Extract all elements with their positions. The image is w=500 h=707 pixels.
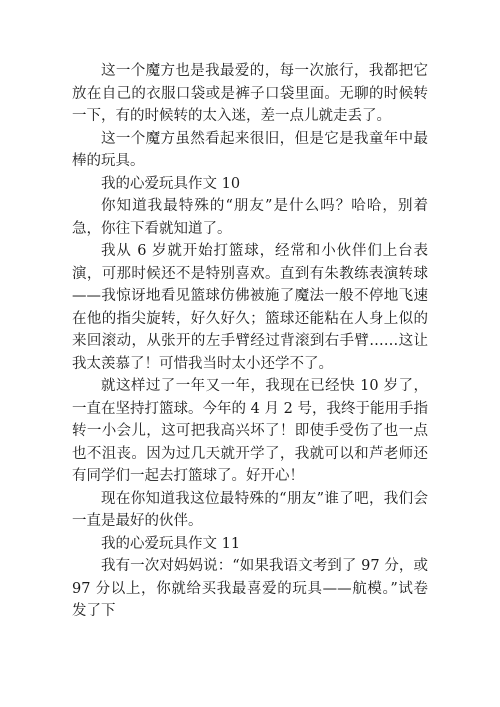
document-body (72, 60, 428, 623)
section-heading: 我的心爱玩具作文 11 (101, 535, 241, 552)
paragraph: 你知道我最特殊的“朋友”是什么吗？哈哈，别着急，你往下看就知道了。 (72, 198, 428, 237)
paragraph: 现在你知道我这位最特殊的“朋友”谁了吧，我们会一直是最好的伙伴。 (72, 490, 428, 529)
paragraph: 这一个魔方虽然看起来很旧，但是它是我童年中最棒的玩具。 (72, 130, 428, 169)
paragraph: 就这样过了一年又一年，我现在已经快 10 岁了，一直在坚持打篮球。今年的 4 月 2 号，我终于能用手指转一小会儿，这可把我高兴坏了！即使手受伤了也一点也不沮丧。因为过几天就开学了，我就可以和芦老师还有同学们一起去打篮球了。好开心！ (72, 378, 428, 484)
paragraph: 我有一次对妈妈说：“如果我语文考到了 97 分，或 97 分以上，你就给买我最喜爱的玩具——航模。”试卷发了下 (72, 558, 428, 619)
section-heading: 我的心爱玩具作文 10 (101, 175, 241, 192)
paragraph: 这一个魔方也是我最爱的，每一次旅行，我都把它放在自己的衣服口袋或是裤子口袋里面。无聊的时候转一下，有的时候转的太入迷，差一点儿就走丢了。 (72, 63, 428, 124)
paragraph: 我从 6 岁就开始打篮球，经常和小伙伴们上台表演，可那时候还不是特别喜欢。直到有朱教练表演转球——我惊讶地看见篮球仿佛被施了魔法一般不停地飞速在他的指尖旋转，好久好久；篮球还能粘在人身上似的来回滚动，从张开的左手臂经过背滚到右手臂……这让我太羡慕了！可惜我当时太小还学不了。 (72, 243, 428, 372)
